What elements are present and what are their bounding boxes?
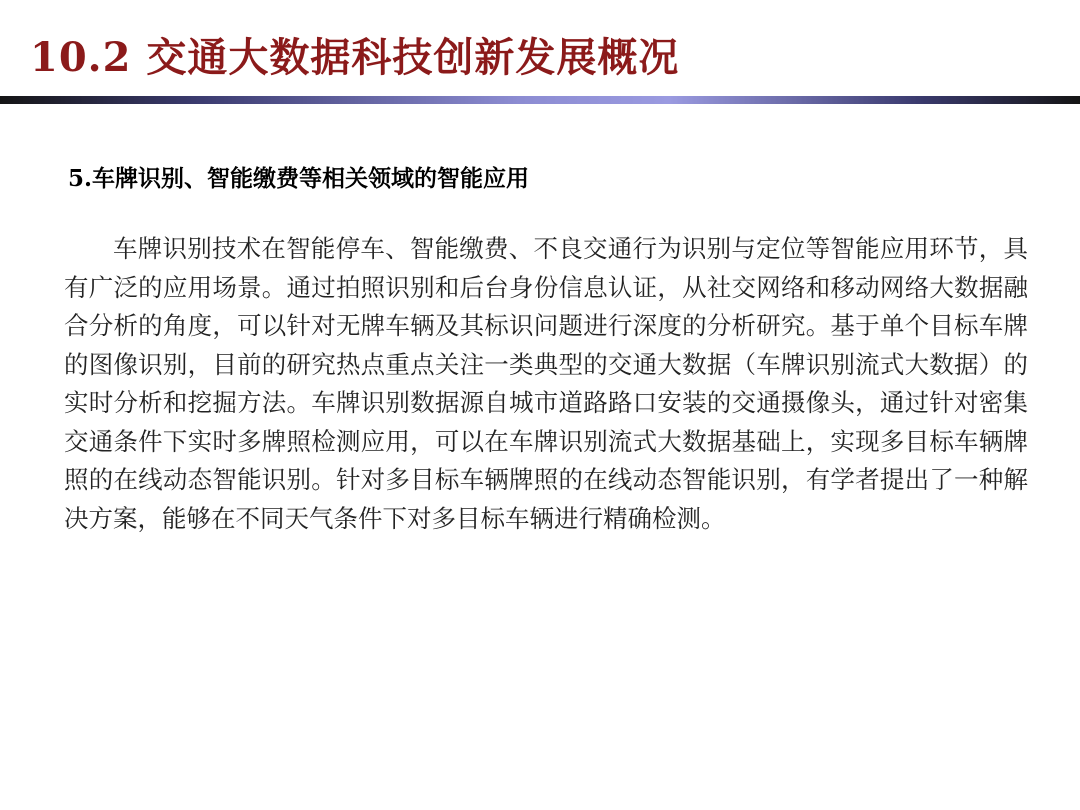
body-paragraph: 车牌识别技术在智能停车、智能缴费、不良交通行为识别与定位等智能应用环节，具有广泛的应用场景。通过拍照识别和后台身份信息认证，从社交网络和移动网络大数据融合分析的角度，可以针对无牌车辆及其标识问题进行深度的分析研究。基于单个目标车牌的图像识别，目前的研究热点重点关注一类典型的交通大数据（车牌识别流式大数据）的实时分析和挖掘方法。车牌识别数据源自城市道路路口安装的交通摄像头，通过针对密集交通条件下实时多牌照检测应用，可以在车牌识别流式大数据基础上，实现多目标车辆牌照的在线动态智能识别。针对多目标车辆牌照的在线动态智能识别，有学者提出了一种解决方案，能够在不同天气条件下对多目标车辆进行精确检测。 (64, 234, 1028, 533)
section-heading: 5.车牌识别、智能缴费等相关领域的智能应用 (68, 165, 530, 192)
title-divider (0, 96, 1080, 104)
slide-title: 10.2 交通大数据科技创新发展概况 (30, 34, 680, 81)
